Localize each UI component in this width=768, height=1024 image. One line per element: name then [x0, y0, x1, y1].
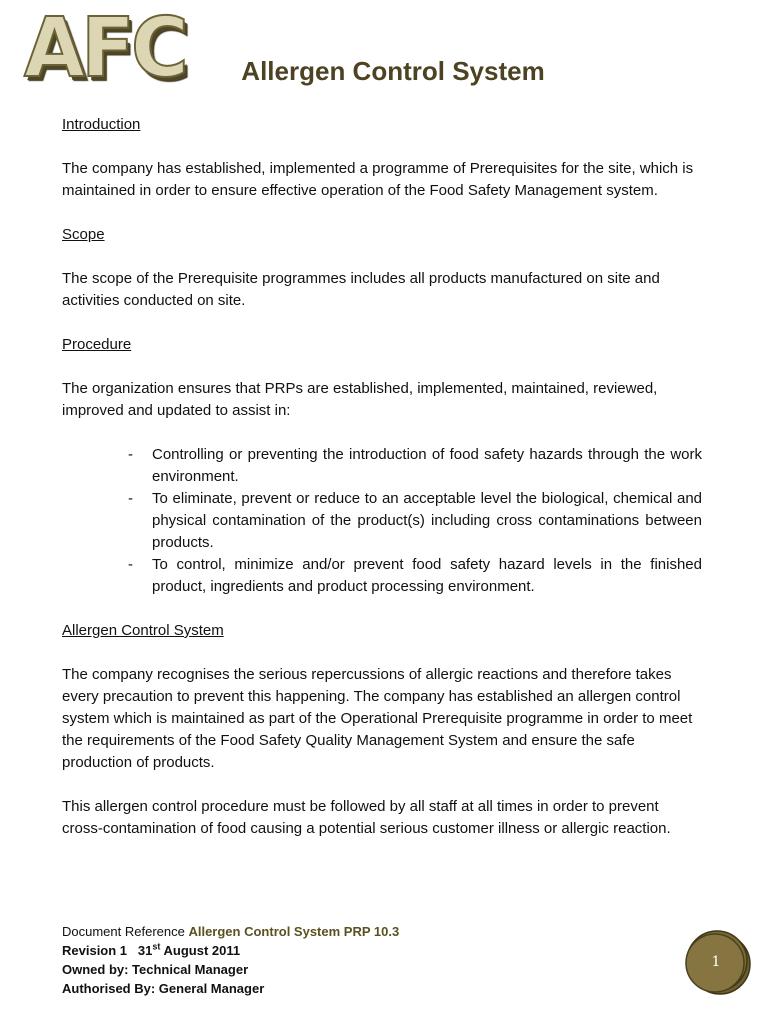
revision-day-suffix: st: [152, 941, 161, 952]
page-number-badge: [684, 926, 754, 996]
bullet-text: To control, minimize and/or prevent food safety hazard levels in the finished product, ingredients and product processing environment.: [152, 556, 702, 595]
dash-bullet-icon: -: [128, 446, 133, 463]
list-item: [128, 444, 702, 488]
dash-bullet-icon: -: [128, 490, 133, 507]
afc-logo: AFC: [24, 1, 185, 96]
document-reference: [62, 922, 399, 941]
list-item: [128, 554, 702, 598]
allergen-control-text-2: This allergen control procedure must be followed by all staff at all times in order to prevent cross-contamination of food causing a potential serious customer illness or allergic reaction.: [62, 798, 671, 837]
authorised-by: Authorised By: General Manager: [62, 981, 265, 996]
revision-date: August 2011: [163, 943, 241, 958]
procedure-bullet-list: [62, 444, 702, 598]
revision-line: [62, 941, 399, 960]
introduction-text: The company has established, implemented a programme of Prerequisites for the site, which is maintained in order to ensure effective operation of the Food Safety Management system.: [62, 160, 694, 199]
page-number: 1: [711, 954, 721, 970]
allergen-control-heading: Allergen Control System: [62, 622, 224, 639]
list-item: [128, 488, 702, 554]
scope-heading: Scope: [62, 226, 105, 243]
introduction-heading: Introduction: [62, 116, 141, 133]
bullet-text: To eliminate, prevent or reduce to an acceptable level the biological, chemical and physical contamination of the product(s) including cross contaminations between products.: [152, 490, 702, 551]
procedure-heading: Procedure: [62, 336, 132, 353]
doc-ref-label: Document Reference: [62, 924, 185, 939]
owned-by: Owned by: Technical Manager: [62, 962, 249, 977]
doc-ref-value: Allergen Control System PRP 10.3: [188, 924, 400, 939]
document-body: [62, 114, 702, 862]
procedure-text: The organization ensures that PRPs are established, implemented, maintained, reviewed, improved and updated to assist in:: [62, 380, 658, 419]
scope-text: The scope of the Prerequisite programmes includes all products manufactured on site and activities conducted on site.: [62, 270, 660, 309]
revision-label: Revision 1: [62, 943, 128, 958]
document-footer: [62, 922, 399, 998]
bullet-text: Controlling or preventing the introduction of food safety hazards through the work environment.: [152, 446, 702, 485]
dash-bullet-icon: -: [128, 556, 133, 573]
revision-day: 31: [137, 943, 153, 958]
page-title: Allergen Control System: [241, 56, 545, 86]
allergen-control-text-1: The company recognises the serious repercussions of allergic reactions and therefore takes every precaution to prevent this happening. The company has established an allergen control system which is maintained as part of the Operational Prerequisite programme in order to meet the requirements of the Food Safety Quality Management System and ensure the safe production of products.: [62, 666, 693, 771]
